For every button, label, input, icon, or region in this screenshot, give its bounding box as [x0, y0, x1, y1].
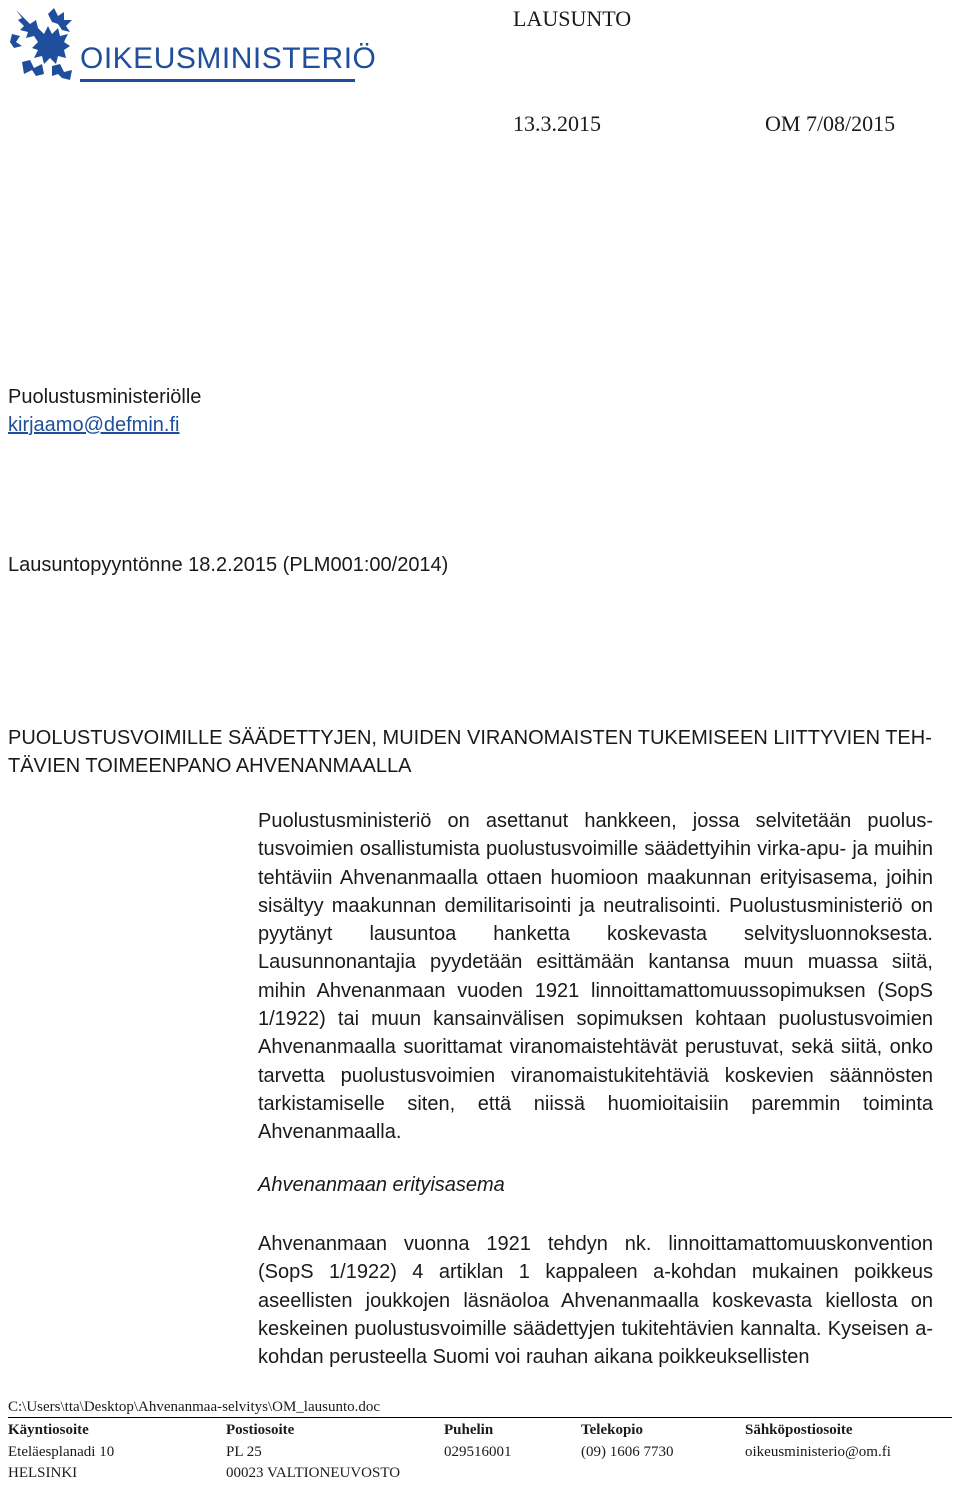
recipient-name: Puolustusministeriölle — [8, 386, 202, 408]
footer-fax — [581, 1420, 674, 1463]
document-type: LAUSUNTO — [513, 6, 632, 31]
ministry-name-logo-text: OIKEUSMINISTERIÖ — [80, 42, 377, 75]
footer-label: Käyntiosoite — [8, 1422, 89, 1438]
footer-value: HELSINKI — [8, 1465, 78, 1481]
footer-email — [745, 1420, 891, 1463]
document-reference: OM 7/08/2015 — [765, 111, 896, 136]
footer-label: Sähköpostiosoite — [745, 1422, 853, 1438]
body-paragraph: Puolustusministeriö on asettanut hankkeen, jossa selvitetään puolustusvoimien osallistumista puolustusvoimille säädettyihin virka-apu- ja muihin tehtäviin Ahvenanmaalla ottaen huomioon maakunnan erityisasema, joihin sisältyy maakunnan demilitarisointi ja neutralisointi. Puolustusministeriö on pyytänyt lausuntoa hanketta koskevasta selvitysluonnoksesta. Lausunnonantajia pyydetään esittämään kantansa muun muassa siitä, mihin Ahvenanmaan vuoden 1921 linnoittamattomuussopimuksen (SopS 1/1922) tai muun kansainvälisen sopimuksen kohtaan puolustusvoimien Ahvenanmaalla suorittamat viranomaistehtävät perustuvat, sekä siitä, onko tarvetta puolustusvoimien viranomaistukitehtäviä koskevien säännösten tarkistamiselle siten, että niissä huomioitaisiin paremmin toiminta Ahvenanmaalla. — [258, 810, 933, 1144]
body-paragraph: Ahvenanmaan vuonna 1921 tehdyn nk. linnoittamattomuuskonvention (SopS 1/1922) 4 artiklan 1 kappaleen a-kohdan mukainen poikkeus aseellisten joukkojen läsnäoloa Ahvenanmaalla koskevasta kiellosta on keskeinen puolustusvoimille säädettyjen tukitehtävien kannalta. Kyseisen a-kohdan perusteella Suomi voi rauhan aikana poikkeuksellisten — [258, 1233, 933, 1369]
file-path: C:\Users\tta\Desktop\Ahvenanmaa-selvitys\OM_lausunto.doc — [8, 1399, 381, 1415]
footer-value: PL 25 — [226, 1443, 262, 1460]
footer-label: Telekopio — [581, 1422, 643, 1438]
footer-email-link[interactable]: oikeusministerio@om.fi — [745, 1443, 891, 1460]
lion-emblem-icon — [8, 4, 80, 84]
footer-visiting-address — [8, 1420, 114, 1485]
footer-value: Eteläesplanadi 10 — [8, 1443, 115, 1460]
recipient-email-link[interactable]: kirjaamo@defmin.fi — [8, 414, 180, 436]
footer-divider — [8, 1417, 952, 1418]
document-heading: PUOLUSTUSVOIMILLE SÄÄDETTYJEN, MUIDEN VIRANOMAISTEN TUKEMISEEN LIITTYVIEN TEH-TÄVIEN TOIMEENPANO AHVENANMAALLA — [8, 727, 932, 777]
request-reference: Lausuntopyyntönne 18.2.2015 (PLM001:00/2014) — [8, 554, 449, 576]
footer-label: Puhelin — [444, 1422, 494, 1438]
document-date: 13.3.2015 — [513, 111, 601, 136]
logo-underline — [80, 79, 355, 82]
footer-value: 00023 VALTIONEUVOSTO — [226, 1465, 401, 1481]
footer-label: Postiosoite — [226, 1422, 295, 1438]
footer-postal-address — [226, 1420, 400, 1485]
footer-phone — [444, 1420, 512, 1463]
section-subheading: Ahvenanmaan erityisasema — [258, 1174, 505, 1196]
footer-value: 029516001 — [444, 1443, 512, 1460]
footer-value: (09) 1606 7730 — [581, 1443, 674, 1460]
